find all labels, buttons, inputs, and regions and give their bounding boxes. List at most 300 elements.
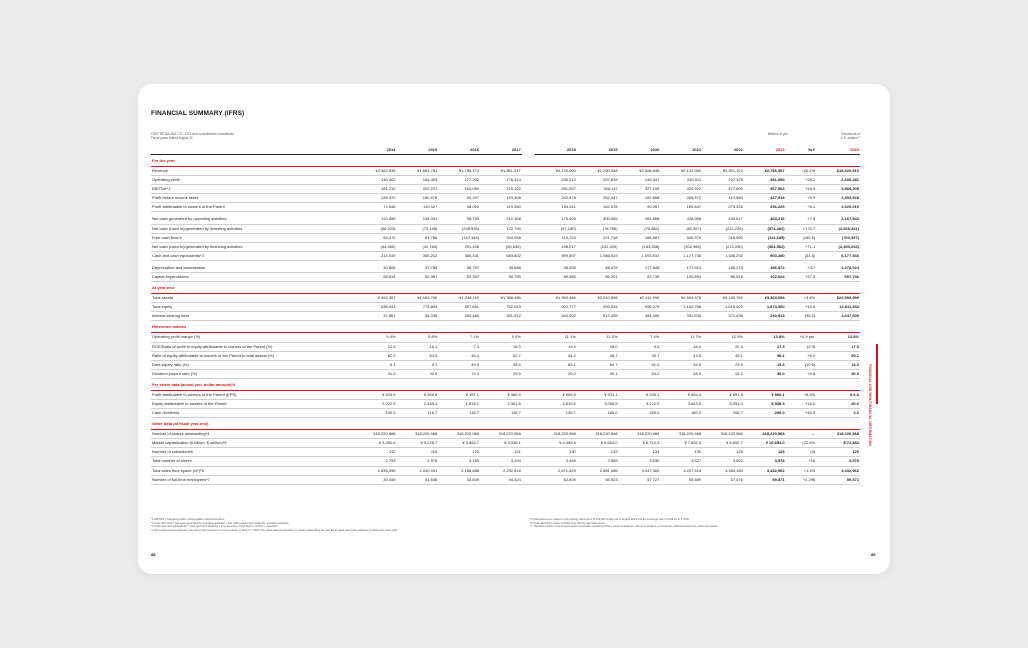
value-cell: ¥ 5,495.6 bbox=[535, 439, 577, 448]
value-cell: 146.7 bbox=[535, 409, 577, 418]
usd-cell: $ 72,883 bbox=[816, 439, 860, 448]
gap-cell bbox=[522, 294, 535, 303]
value-cell: 3,160 bbox=[438, 457, 480, 466]
value-cell: 257,636 bbox=[577, 176, 619, 185]
value-cell: 55,589 bbox=[660, 475, 702, 484]
value-cell: 152,868 bbox=[619, 194, 661, 203]
yoy-cell: (150.9) bbox=[786, 233, 817, 242]
footnote: *5 Calculations are based on the closing share price of ¥33,480 at the end of August 2023 and an exchange rate of ¥146.22 to 1 USD. bbox=[530, 518, 690, 521]
value-cell: 177,910 bbox=[660, 264, 702, 273]
table-row bbox=[151, 224, 860, 233]
value-cell: ¥ 3,854.7 bbox=[438, 439, 480, 448]
value-cell: 198,217 bbox=[535, 242, 577, 251]
row-label: Operating profit margin (%) bbox=[151, 333, 355, 342]
row-label: Debt-equity ratio (%) bbox=[151, 360, 355, 369]
yoy-cell: +20.2% bbox=[786, 167, 817, 176]
value-cell: 318,220,968 bbox=[355, 430, 397, 439]
gap-cell bbox=[522, 390, 535, 399]
value-cell-current: 30.0 bbox=[744, 369, 786, 378]
value-cell-current: 318,220,968 bbox=[744, 430, 786, 439]
year-header-current: 2023 bbox=[744, 145, 786, 155]
yoy-cell: +0.9 pts. bbox=[786, 333, 817, 342]
gap-cell bbox=[522, 439, 535, 448]
footnote: *6 Total sales floor space includes only directly operated stores. bbox=[530, 521, 606, 525]
yoy-cell: +8.4 bbox=[786, 203, 817, 212]
value-cell: 484,496 bbox=[619, 312, 661, 321]
value-cell: 18.3 bbox=[480, 342, 522, 351]
value-cell: 160.0 bbox=[619, 409, 661, 418]
value-cell: 16.4 bbox=[660, 342, 702, 351]
value-cell: ¥ 243.9 bbox=[355, 390, 397, 399]
value-cell: 597,661 bbox=[438, 303, 480, 312]
yoy-cell: +1.4% bbox=[786, 466, 817, 475]
value-cell: 164,463 bbox=[397, 176, 439, 185]
unit-jpy-label: Millions of yen bbox=[767, 132, 788, 136]
header-row bbox=[151, 145, 860, 155]
value-cell: 127,292 bbox=[438, 176, 480, 185]
table-row bbox=[151, 176, 860, 185]
value-cell: 121 bbox=[480, 448, 522, 457]
value-cell: 135,470 bbox=[355, 194, 397, 203]
unit-jpy bbox=[728, 132, 788, 136]
page-title: FINANCIAL SUMMARY (IFRS) bbox=[151, 110, 245, 117]
value-cell: 513,405 bbox=[577, 312, 619, 321]
value-cell: ¥2,290,548 bbox=[577, 167, 619, 176]
value-cell: 57,727 bbox=[619, 475, 661, 484]
row-label: Number of full-time employees*7 bbox=[151, 475, 355, 484]
value-cell: ¥2,008,846 bbox=[619, 167, 661, 176]
value-cell: 48,052 bbox=[438, 203, 480, 212]
value-cell: 902,777 bbox=[535, 303, 577, 312]
value-cell: ¥1,382,935 bbox=[355, 167, 397, 176]
value-cell: 74.3 bbox=[438, 369, 480, 378]
usd-cell: 30.0 bbox=[816, 369, 860, 378]
usd-header: 2023 bbox=[816, 145, 860, 155]
value-cell: 318,220,968 bbox=[438, 430, 480, 439]
yoy-cell: +18.9 bbox=[786, 185, 817, 194]
value-cell: 128 bbox=[702, 448, 744, 457]
value-cell: 20.4 bbox=[702, 342, 744, 351]
value-cell: 216,102 bbox=[480, 185, 522, 194]
usd-cell: 2,994,928 bbox=[816, 194, 860, 203]
value-cell: 34.5 bbox=[660, 360, 702, 369]
value-cell: 44.5 bbox=[660, 351, 702, 360]
value-cell: 318,220,968 bbox=[397, 430, 439, 439]
value-cell: 49.1 bbox=[702, 351, 744, 360]
value-cell-current: 1,873,360 bbox=[744, 303, 786, 312]
yoy-cell: +6.8 bbox=[786, 369, 817, 378]
year-header: 2015 bbox=[397, 145, 439, 155]
value-cell: 59,755 bbox=[480, 273, 522, 282]
gap-cell bbox=[522, 215, 535, 224]
gap-cell bbox=[522, 242, 535, 251]
value-cell: 58,814 bbox=[355, 273, 397, 282]
header-label bbox=[151, 145, 355, 155]
section-header: For the year bbox=[151, 155, 860, 167]
value-cell: 180,275 bbox=[702, 264, 744, 273]
value-cell: 1,835,095 bbox=[355, 466, 397, 475]
usd-cell: 59,871 bbox=[816, 475, 860, 484]
value-cell-current: ¥2,766,557 bbox=[744, 167, 786, 176]
value-cell: 56,523 bbox=[577, 475, 619, 484]
yoy-cell: +17.9 bbox=[786, 273, 817, 282]
value-cell: 2,455.4 bbox=[397, 399, 439, 408]
yoy-cell: +40.3 bbox=[786, 409, 817, 418]
usd-cell: 125 bbox=[816, 448, 860, 457]
value-cell: 306,112 bbox=[577, 185, 619, 194]
value-cell: 314,049 bbox=[355, 251, 397, 260]
footnote: *4 We implemented a three-for-one split of the company's common stock on March 1, 2023. Per share data and Number of shares outstanding for past fiscal years have been adjusted to reflect this stock split. bbox=[151, 528, 398, 532]
yoy-cell: — bbox=[786, 430, 817, 439]
value-cell: 1,177,736 bbox=[660, 251, 702, 260]
value-cell: ¥1,681,781 bbox=[397, 167, 439, 176]
value-cell: 48,476 bbox=[577, 264, 619, 273]
table-row bbox=[151, 475, 860, 484]
value-cell: 44.2 bbox=[535, 351, 577, 360]
value-cell: 82,736 bbox=[619, 273, 661, 282]
value-cell: 45,055 bbox=[535, 264, 577, 273]
value-cell: 54.2 bbox=[619, 369, 661, 378]
gap-cell bbox=[522, 194, 535, 203]
value-cell: (57,180) bbox=[535, 224, 577, 233]
section-header: At year-end bbox=[151, 282, 860, 294]
section-header-row bbox=[151, 418, 860, 430]
value-cell: 318,220,968 bbox=[660, 430, 702, 439]
value-cell: ¥2,132,992 bbox=[660, 167, 702, 176]
table-row bbox=[151, 466, 860, 475]
value-cell: 242,678 bbox=[535, 194, 577, 203]
usd-cell: 318,220,968 bbox=[816, 430, 860, 439]
year-header: 2021 bbox=[660, 145, 702, 155]
row-label: Total equity bbox=[151, 303, 355, 312]
table-row bbox=[151, 203, 860, 212]
value-cell: 74,546 bbox=[355, 203, 397, 212]
value-cell: 2,022.5 bbox=[355, 399, 397, 408]
yoy-cell: +8.3% bbox=[786, 390, 817, 399]
table-row bbox=[151, 448, 860, 457]
value-cell: 54,272 bbox=[355, 233, 397, 242]
value-cell: ¥ 554.4 bbox=[660, 390, 702, 399]
gap-cell bbox=[522, 303, 535, 312]
value-cell: 12.9% bbox=[702, 333, 744, 342]
value-cell-current: 3,578 bbox=[744, 457, 786, 466]
value-cell: 11.1% bbox=[535, 333, 577, 342]
gap-header bbox=[522, 145, 535, 155]
value-cell: 160.0 bbox=[577, 409, 619, 418]
value-cell: (245,939) bbox=[438, 224, 480, 233]
value-cell: 327,195 bbox=[619, 185, 661, 194]
table-row bbox=[151, 185, 860, 194]
yoy-cell: +3.8% bbox=[786, 294, 817, 303]
value-cell: 161,210 bbox=[355, 185, 397, 194]
row-label: Free cash flow*2 bbox=[151, 233, 355, 242]
table-row bbox=[151, 351, 860, 360]
value-cell: 318,220,968 bbox=[535, 430, 577, 439]
value-cell: 23.2 bbox=[702, 369, 744, 378]
section-header: Reference indices bbox=[151, 321, 860, 333]
value-cell: 1,086,519 bbox=[577, 251, 619, 260]
value-cell: 122,790 bbox=[480, 224, 522, 233]
value-cell-current: 567,963 bbox=[744, 185, 786, 194]
value-cell: 1,878.1 bbox=[438, 399, 480, 408]
value-cell: ¥1,953,466 bbox=[535, 294, 577, 303]
value-cell: (75,881) bbox=[619, 224, 661, 233]
value-cell: 164,089 bbox=[438, 185, 480, 194]
value-cell: 98,755 bbox=[438, 215, 480, 224]
table-row bbox=[151, 251, 860, 260]
value-cell: 2,030,031 bbox=[397, 466, 439, 475]
value-cell: ¥ 531.1 bbox=[577, 390, 619, 399]
gap-cell bbox=[522, 224, 535, 233]
value-cell: 346,370 bbox=[660, 233, 702, 242]
value-cell: 19.4 bbox=[535, 342, 577, 351]
value-cell: 62.3 bbox=[355, 351, 397, 360]
value-cell: 2,978 bbox=[397, 457, 439, 466]
value-cell: 130,402 bbox=[355, 176, 397, 185]
value-cell: 430,617 bbox=[702, 215, 744, 224]
usd-cell: 697,746 bbox=[816, 273, 860, 282]
value-cell: 3,207,524 bbox=[660, 466, 702, 475]
row-label: Cash dividends bbox=[151, 409, 355, 418]
value-cell: 9.4% bbox=[355, 333, 397, 342]
usd-cell: 55.1 bbox=[816, 351, 860, 360]
value-cell: ¥ 891.8 bbox=[702, 390, 744, 399]
value-cell: 283,465 bbox=[438, 312, 480, 321]
value-cell: 110,595 bbox=[355, 215, 397, 224]
value-cell: 9.5% bbox=[480, 333, 522, 342]
value-cell: 61,786 bbox=[397, 233, 439, 242]
table-row bbox=[151, 273, 860, 282]
value-cell: (78,756) bbox=[577, 224, 619, 233]
value-cell-current: 55.1 bbox=[744, 351, 786, 360]
value-cell: 3,630 bbox=[619, 457, 661, 466]
section-header-row bbox=[151, 378, 860, 390]
gap-cell bbox=[522, 457, 535, 466]
gap-cell bbox=[522, 430, 535, 439]
value-cell: 9.8% bbox=[397, 333, 439, 342]
table-row bbox=[151, 194, 860, 203]
value-cell: 30.1 bbox=[577, 369, 619, 378]
value-cell: 996,079 bbox=[619, 303, 661, 312]
gap-cell bbox=[522, 264, 535, 273]
value-cell: 201,428 bbox=[438, 242, 480, 251]
value-cell: 57,576 bbox=[702, 475, 744, 484]
report-spread bbox=[138, 84, 890, 574]
table-row bbox=[151, 457, 860, 466]
value-cell: 1,358,292 bbox=[702, 251, 744, 260]
value-cell: ¥2,509,976 bbox=[660, 294, 702, 303]
value-cell-current: (574,402) bbox=[744, 224, 786, 233]
value-cell: 134 bbox=[619, 448, 661, 457]
value-cell: 11.7% bbox=[660, 333, 702, 342]
yoy-cell: +16.6 bbox=[786, 399, 817, 408]
table-row bbox=[151, 439, 860, 448]
row-label: ROE/Ratio of profit to equity attributable to owners of the Parent (%) bbox=[151, 342, 355, 351]
yoy-cell: (2.9) bbox=[786, 342, 817, 351]
gap-cell bbox=[522, 251, 535, 260]
row-label: Net cash generated by operating activities bbox=[151, 215, 355, 224]
value-cell: 44,424 bbox=[480, 475, 522, 484]
value-cell: 119 bbox=[397, 448, 439, 457]
value-cell: 5.1 bbox=[397, 360, 439, 369]
value-cell: 2,188,688 bbox=[438, 466, 480, 475]
value-cell: 162,578 bbox=[577, 203, 619, 212]
value-cell: 477,600 bbox=[702, 185, 744, 194]
financial-summary-table bbox=[151, 145, 860, 485]
value-cell: ¥2,301,122 bbox=[702, 167, 744, 176]
usd-cell: 3,167,943 bbox=[816, 215, 860, 224]
value-cell: 32.4 bbox=[397, 369, 439, 378]
value-cell: 100,653 bbox=[660, 273, 702, 282]
value-cell-current: 17.5 bbox=[744, 342, 786, 351]
row-label: Equity attributable to owners of the Parent bbox=[151, 399, 355, 408]
value-cell: 7.4% bbox=[619, 333, 661, 342]
value-cell: 1,615,402 bbox=[702, 303, 744, 312]
unit-usd bbox=[800, 132, 860, 140]
value-cell-current: 903,280 bbox=[744, 251, 786, 260]
usd-cell: $22,593,999 bbox=[816, 294, 860, 303]
table-row bbox=[151, 233, 860, 242]
usd-cell: 2,025,919 bbox=[816, 203, 860, 212]
value-cell: (147,184) bbox=[438, 233, 480, 242]
value-cell: 636,041 bbox=[355, 303, 397, 312]
table-row bbox=[151, 360, 860, 369]
value-cell: 2,292,618 bbox=[480, 466, 522, 475]
yoy-cell: +22.6% bbox=[786, 439, 817, 448]
value-cell: 18.0 bbox=[577, 342, 619, 351]
gap-cell bbox=[522, 273, 535, 282]
yoy-cell: +16 bbox=[786, 457, 817, 466]
table-row bbox=[151, 215, 860, 224]
value-cell-current: 59,871 bbox=[744, 475, 786, 484]
table-row bbox=[151, 399, 860, 408]
value-cell: 993,534 bbox=[577, 303, 619, 312]
gap-cell bbox=[522, 176, 535, 185]
row-label: Ratio of equity attributable to owners of the Parent to total assets (%) bbox=[151, 351, 355, 360]
row-label: Net cash (used in)/generated by investing activities bbox=[151, 224, 355, 233]
value-cell: 2,881,485 bbox=[577, 466, 619, 475]
value-cell: ¥1,786,473 bbox=[438, 167, 480, 176]
value-cell: 176,414 bbox=[480, 176, 522, 185]
table-row bbox=[151, 409, 860, 418]
usd-cell: (760,397) bbox=[816, 233, 860, 242]
value-cell: ¥ 6,602.0 bbox=[577, 439, 619, 448]
yoy-cell: (33.5) bbox=[786, 251, 817, 260]
value-cell: 264,868 bbox=[619, 215, 661, 224]
section-header: Per share data (actual yen, dollar amount)*4 bbox=[151, 378, 860, 390]
page-number-left: 88 bbox=[151, 552, 156, 557]
value-cell: 193,398 bbox=[480, 194, 522, 203]
gap-cell bbox=[522, 185, 535, 194]
value-cell: 29.0 bbox=[535, 369, 577, 378]
value-cell: 318,220,968 bbox=[702, 430, 744, 439]
row-label: Number of shares outstanding*4 bbox=[151, 430, 355, 439]
value-cell: 134,931 bbox=[397, 215, 439, 224]
usd-cell: (3,928,341) bbox=[816, 224, 860, 233]
footnotes-right bbox=[530, 518, 830, 529]
value-cell: 300,505 bbox=[577, 215, 619, 224]
value-cell: 385,431 bbox=[438, 251, 480, 260]
value-cell: 2,671,629 bbox=[535, 466, 577, 475]
value-cell-current: 296,229 bbox=[744, 203, 786, 212]
value-cell: (50,836) bbox=[480, 242, 522, 251]
value-cell: 334,958 bbox=[480, 233, 522, 242]
value-cell: 355,212 bbox=[397, 251, 439, 260]
value-cell: 54.7 bbox=[577, 360, 619, 369]
value-cell: ¥ 295.1 bbox=[619, 390, 661, 399]
row-label: Market capitalization (¥ billion, $ million)*5 bbox=[151, 439, 355, 448]
value-cell: 249,011 bbox=[660, 176, 702, 185]
value-cell: 169,847 bbox=[660, 203, 702, 212]
value-cell: ¥1,238,119 bbox=[438, 294, 480, 303]
value-cell: 297,325 bbox=[702, 176, 744, 185]
value-cell: ¥ 3,338.1 bbox=[480, 439, 522, 448]
section-header-row bbox=[151, 282, 860, 294]
row-label: Total number of stores bbox=[151, 457, 355, 466]
yoy-cell: (10.6) bbox=[786, 360, 817, 369]
value-cell: 206.7 bbox=[702, 409, 744, 418]
value-cell: 41.0 bbox=[355, 369, 397, 378]
value-cell: 133 bbox=[577, 448, 619, 457]
row-label: Total assets bbox=[151, 294, 355, 303]
value-cell: 176,403 bbox=[535, 215, 577, 224]
row-label: Interest-bearing debt bbox=[151, 312, 355, 321]
value-cell-current: (364,562) bbox=[744, 242, 786, 251]
unit-usd-line2: U.S. dollars*7 bbox=[840, 136, 860, 140]
value-cell: ¥ 992,307 bbox=[355, 294, 397, 303]
yoy-header: YoY bbox=[786, 145, 817, 155]
value-cell: 202,221 bbox=[397, 185, 439, 194]
row-label: Total sales floor space (m²)*6 bbox=[151, 466, 355, 475]
value-cell: 51.0 bbox=[619, 360, 661, 369]
value-cell: 43,639 bbox=[438, 475, 480, 484]
value-cell: 3,445 bbox=[535, 457, 577, 466]
value-cell: 38.5 bbox=[480, 360, 522, 369]
usd-cell: 13.8% bbox=[816, 333, 860, 342]
value-cell: 160.0 bbox=[660, 409, 702, 418]
usd-cell: 2,606,281 bbox=[816, 176, 860, 185]
table-row bbox=[151, 333, 860, 342]
value-cell: 2,819.5 bbox=[535, 399, 577, 408]
gap-cell bbox=[522, 475, 535, 484]
row-label: EBITDA*1 bbox=[151, 185, 355, 194]
value-cell: ¥ 8,692.7 bbox=[702, 439, 744, 448]
value-cell: 2,753 bbox=[355, 457, 397, 466]
value-cell: 3,294 bbox=[480, 457, 522, 466]
value-cell: 120 bbox=[438, 448, 480, 457]
value-cell: 90,357 bbox=[619, 203, 661, 212]
value-cell: 1,162,298 bbox=[660, 303, 702, 312]
section-header: Other data (at fiscal year-end) bbox=[151, 418, 860, 430]
value-cell: 41,646 bbox=[397, 475, 439, 484]
row-label: Operating profit bbox=[151, 176, 355, 185]
table-row bbox=[151, 430, 860, 439]
usd-cell: $18,920,510 bbox=[816, 167, 860, 176]
gap-cell bbox=[522, 399, 535, 408]
value-cell: (44,060) bbox=[355, 242, 397, 251]
value-cell: ¥2,130,060 bbox=[535, 167, 577, 176]
value-cell-current: 125 bbox=[744, 448, 786, 457]
usd-cell: 40.6 bbox=[816, 399, 860, 408]
value-cell-current: 463,216 bbox=[744, 215, 786, 224]
value-cell: 154,811 bbox=[535, 203, 577, 212]
table-row bbox=[151, 303, 860, 312]
value-cell: (212,226) bbox=[702, 224, 744, 233]
value-cell: 52.7 bbox=[480, 351, 522, 360]
value-cell-current: ¥ 10,654.0 bbox=[744, 439, 786, 448]
value-cell: ¥1,861,917 bbox=[480, 167, 522, 176]
value-cell: ¥ 359.8 bbox=[397, 390, 439, 399]
